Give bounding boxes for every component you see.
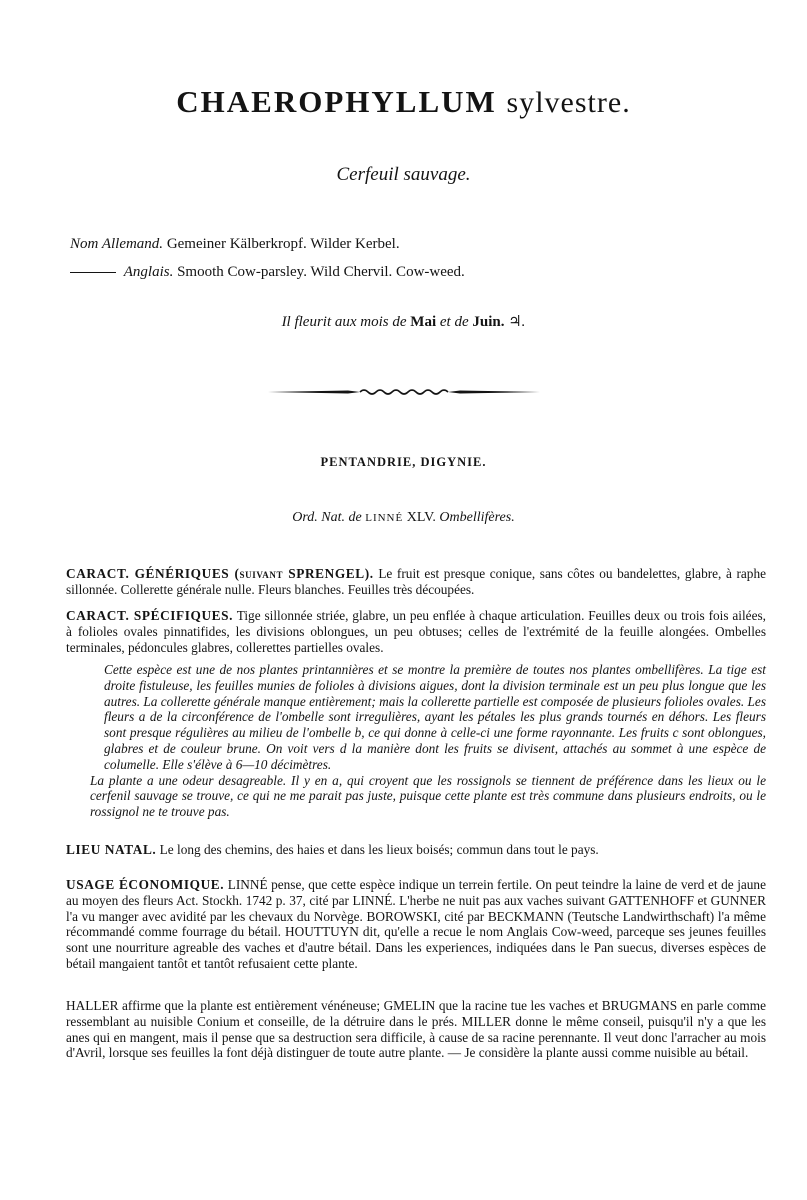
- generic-label: CARACT. GÉNÉRIQUES (suivant SPRENGEL).: [66, 566, 374, 581]
- ornamental-rule: [268, 384, 540, 400]
- common-names: [70, 230, 465, 286]
- usage-label: USAGE ÉCONOMIQUE.: [66, 877, 225, 892]
- flowering-prefix: Il fleurit aux mois de: [281, 314, 407, 330]
- natural-order: [0, 510, 807, 526]
- german-value: Gemeiner Kälberkropf. Wilder Kerbel.: [166, 236, 400, 252]
- specific-label: CARACT. SPÉCIFIQUES.: [66, 608, 234, 623]
- flowering-month-2: Juin.: [472, 314, 505, 330]
- genus-name: CHAEROPHYLLUM: [176, 84, 497, 119]
- habitat-text: Le long des chemins, des haies et dans les lieux boisés; commun dans tout le pays.: [159, 842, 599, 857]
- specific-characters: [66, 608, 766, 655]
- generic-characters: [66, 566, 766, 598]
- french-name: Cerfeuil sauvage.: [336, 164, 471, 185]
- description: [90, 662, 766, 820]
- economic-usage: [66, 877, 766, 972]
- habitat-label: LIEU NATAL.: [66, 842, 157, 857]
- description-paragraph-1: Cette espèce est une de nos plantes printannières et se montre la première de toutes nos plantes ombellifères. La tige est droite fistuleuse, les feuilles munies de folioles à divisions aigues, dont la division terminale est un peu plus longue que les autres. La collerette générale manque entièrement; mais la collerette partielle est composée de plusieurs folioles ovales. Les fleurs a de la circonférence de l'ombelle sont irregulières, ayant les pétales les plus grands tournés en déhors. Les fleurs sont presque régulières au milieu de l'ombelle b, ce qui donne à celle-ci une forme rayonnante. Les fruits c sont oblongues, glabres et de couleur brune. On voit vers d la manière dont les fruits se divisent, attachés au sommet à une espèce de columelle. Elle s'élève à 6—10 décimètres.: [104, 662, 766, 772]
- order-family: Ombellifères.: [439, 510, 515, 525]
- english-name-row: [70, 258, 465, 286]
- flowering-month-1: Mai: [410, 314, 437, 330]
- ditto-dash: [70, 272, 116, 273]
- order-prefix: Ord. Nat. de: [292, 510, 362, 525]
- usage-text: LINNÉ pense, que cette espèce indique un terrein fertile. On peut teindre la laine de verd et de jaune au moyen des fleurs Act. Stockh. 1742 p. 37, cité par LINNÉ. L'herbe ne nuit pas aux vaches suivant GATTENHOFF et GUNNER l'a vu manger avec avidité par les chevaux du Norvège. BOROWSKI, cité par BECKMANN (Teutsche Landwirthschaft) l'a même récommandé comme fourrage du bétail. HOUTTUYN dit, qu'elle a recue le nom Anglais Cow-weed, parceque ses jeunes feuilles sont une nourriture agreable des vaches et d'autre bétail. Dans les experiences, indiquées dans le Pan suecus, diverses espèces de bétail mangaient tantôt et tantôt refusaient cette plante.: [66, 877, 766, 971]
- perennial-symbol: ♃.: [508, 314, 526, 330]
- german-label: Nom Allemand.: [70, 236, 164, 252]
- page-title: [0, 84, 807, 120]
- habitat: [66, 842, 766, 858]
- english-value: Smooth Cow-parsley. Wild Chervil. Cow-weed.: [177, 264, 465, 280]
- order-author: LINNÉ: [365, 512, 404, 524]
- haller-text: HALLER affirme que la plante est entièrement vénéneuse; GMELIN que la racine tue les vaches et BRUGMANS en parle comme ressemblant au nuisible Conium et conseille, de la détruire dans le prés. MILLER donne le même conseil, puisqu'il n'y a que les anes qui en mangent, mais il pense que sa destruction sera difficile, à cause de sa racine perennante. Il veut donc l'arracher au mois d'Avril, lorsque ses feuilles la font déjà distinguer de toute autre plante. — Je considère la plante aussi comme nuisible au bétail.: [66, 998, 766, 1061]
- species-name: sylvestre.: [506, 86, 631, 119]
- description-paragraph-2: La plante a une odeur desagreable. Il y en a, qui croyent que les rossignols se tiennent de préférence dans les lieux ou le cerfenil sauvage se trouve, ce qui ne me parait pas juste, puisque cette plante est très commune dans plusieurs endroits, ou le rossignol ne te trouve pas.: [90, 772, 766, 820]
- haller-paragraph: [66, 998, 766, 1061]
- flowering-and: et de: [439, 314, 469, 330]
- linnaean-class: PENTANDRIE, DIGYNIE.: [320, 455, 487, 469]
- generic-text: Le fruit est presque conique, sans côtes ou bandelettes, glabre, à raphe sillonnée. Collerette générale nulle. Fleurs blanches. Feuilles très découpées.: [66, 566, 766, 597]
- german-name-row: [70, 230, 465, 258]
- order-number: XLV.: [406, 510, 436, 525]
- english-label: Anglais.: [123, 264, 174, 280]
- specific-text: Tige sillonnée striée, glabre, un peu enflée à chaque articulation. Feuilles deux ou trois fois ailées, à folioles ovales pinnatifides, les divisions oblongues, un peu obtuses; celles de l'extrémité de la feuille alongées. Ombelles terminales, pédoncules glabres, collerettes partielles ovales.: [66, 608, 766, 655]
- flowering-period: [0, 312, 807, 331]
